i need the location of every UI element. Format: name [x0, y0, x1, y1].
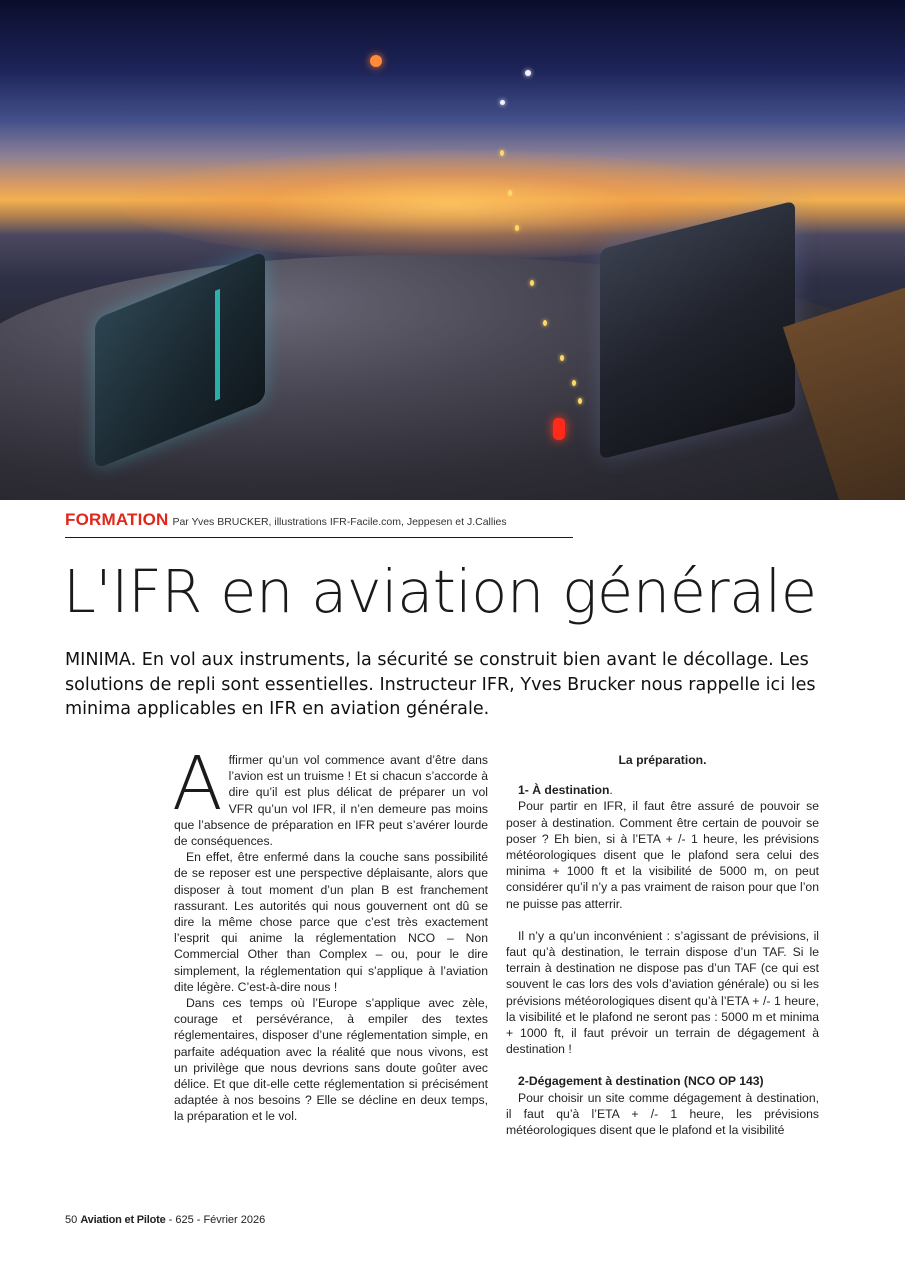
- subsection-title: 1- À destination: [518, 783, 610, 798]
- subsection-heading: [506, 782, 819, 798]
- section-header: [65, 510, 573, 538]
- article-lede: MINIMA. En vol aux instruments, la sécurité se construit bien avant le décollage. Les solutions de repli sont essentielles. Instructeur IFR, Yves Brucker nous rappelle ici les minima applicables en IFR en aviation générale.: [65, 650, 816, 719]
- section-heading: La préparation.: [618, 753, 707, 767]
- reflection-light: [560, 355, 564, 361]
- red-warning-light: [553, 418, 565, 440]
- paragraph: En effet, être enfermé dans la couche sans possibilité de se reposer est une perspective déplaisante, alors que disposer à tout moment d’un plan B est franchement rassurant. Les autorités qui nous gouvernent ont dû se dire la même chose parce que c’est très exactement l’esprit qui anime la réglementation NCO – Non Commercial Other than Complex – ou, pour le dire simplement, la réglementation qui s’applique à l’aviation dite légère. C’est-à-dire nous !: [174, 850, 488, 994]
- right-column: [506, 752, 819, 1138]
- reflection-light: [500, 150, 504, 156]
- left-column: [172, 741, 488, 1125]
- reflection-light: [530, 280, 534, 286]
- magazine-name: Aviation et Pilote: [80, 1214, 166, 1226]
- hero-photo: [0, 0, 905, 500]
- page-number: 50: [65, 1214, 78, 1226]
- article-title: L'IFR en aviation générale: [63, 557, 817, 626]
- reflection-light: [572, 380, 576, 386]
- paragraph: Il n’y a qu’un inconvénient : s’agissant de prévisions, il faut qu’à destination, le terrain dispose d’un TAF. Si le terrain à destination ne dispose pas d’un TAF (ce qui est souvent le cas lors des vols d’aviation générale) ou si les prévisions météorologiques disent qu’à l’ETA + /- 1 heure, la visibilité et le plafond ne seront pas : 5000 m et minima + 1000 ft, il faut prévoir un terrain de dégagement à destination !: [506, 928, 819, 1057]
- issue-info: - 625 - Février 2026: [168, 1214, 266, 1226]
- paragraph: Pour choisir un site comme dégagement à destination, il faut qu’à l’ETA + /- 1 heure, les prévisions météorologiques disent que le plafond et la visibilité: [506, 1090, 819, 1138]
- paragraph: Dans ces temps où l’Europe s’applique avec zèle, courage et persévérance, à empiler des textes réglementaires, disposer d’une réglementation simple, en parfaite adéquation avec la réalité que nous vivons, est un privilège que nous devrions sans doute goûter avec délice. Et que dit-elle cette réglementation si précisément adaptée à nos besoins ? Elle se décline en deux temps, la préparation et le vol.: [174, 996, 488, 1124]
- page-footer: [65, 1214, 465, 1226]
- reflection-light: [500, 100, 505, 105]
- subsection-period: .: [609, 783, 613, 798]
- dropcap: A: [172, 741, 223, 827]
- reflection-light: [525, 70, 531, 76]
- section-kicker: FORMATION: [65, 510, 169, 529]
- subsection-heading: 2-Dégagement à destination (NCO OP 143): [518, 1074, 764, 1089]
- reflection-light: [515, 225, 519, 231]
- paragraph: [172, 741, 488, 849]
- reflection-light: [543, 320, 547, 326]
- reflection-light: [508, 190, 512, 196]
- paragraph: Pour partir en IFR, il faut être assuré de pouvoir se poser à destination. Comment être certain de pouvoir se poser ? Eh bien, si à l’ETA + /- 1 heure, les prévisions météorologiques disent que le plafond sera celui des minima + 1000 ft et la visibilité de 5000 m, on peut considérer qu’il n’y a pas vraiment de raison pour que l’on ne puisse pas atterrir.: [506, 799, 819, 911]
- reflection-light: [370, 55, 382, 67]
- reflection-light: [578, 398, 582, 404]
- byline: Par Yves BRUCKER, illustrations IFR-Facile.com, Jeppesen et J.Callies: [172, 516, 507, 528]
- paragraph-text: ffirmer qu’un vol commence avant d’être dans l’avion est un truisme ! Et si chacun s’accorde à dire qu’il est plus délicat de préparer un vol VFR qu’un vol IFR, il n’en demeure pas moins que l’absence de préparation en IFR peut s’avérer lourde de conséquences.: [174, 753, 488, 849]
